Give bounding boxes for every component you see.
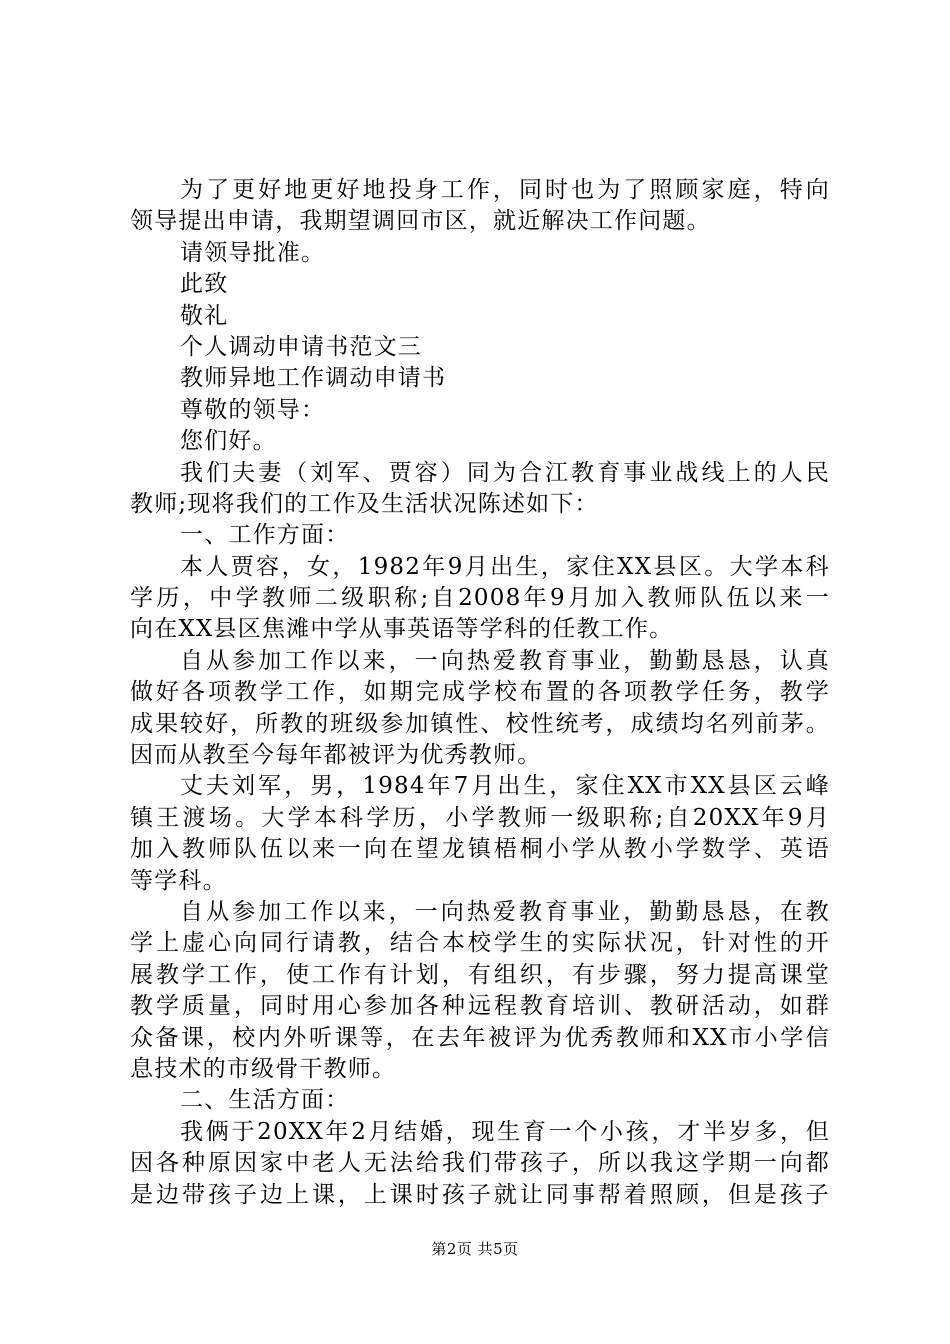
text-line: 因各种原因家中老人无法给我们带孩子，所以我这学期一向都 — [130, 1150, 830, 1177]
text-line: 镇王渡场。大学本科学历，小学教师一级职称;自20XX年9月 — [130, 804, 830, 831]
text-line: 一、工作方面： — [180, 522, 350, 549]
text-line: 学历，中学教师二级职称;自2008年9月加入教师队伍以来一 — [130, 585, 830, 612]
document-body — [130, 175, 830, 1211]
text-line: 教学质量，同时用心参加各种远程教育培训、教研活动，如群 — [130, 993, 830, 1020]
text-line: 尊敬的领导： — [180, 396, 326, 423]
text-line: 教师异地工作调动申请书 — [180, 365, 447, 392]
text-line: 此致 — [180, 271, 229, 298]
text-line: 等学科。 — [130, 867, 227, 894]
text-line: 成果较好，所教的班级参加镇性、校性统考，成绩均名列前茅。 — [130, 710, 830, 737]
text-line: 教师;现将我们的工作及生活状况陈述如下： — [130, 490, 599, 517]
text-line: 敬礼 — [180, 302, 229, 329]
text-line: 个人调动申请书范文三 — [180, 333, 422, 360]
text-line: 二、生活方面： — [180, 1087, 350, 1114]
text-line: 请领导批准。 — [180, 239, 326, 266]
text-line: 加入教师队伍以来一向在望龙镇梧桐小学从教小学数学、英语 — [130, 836, 830, 863]
text-line: 丈夫刘军，男，1984年7月出生，家住XX市XX县区云峰 — [180, 773, 830, 800]
text-line: 学上虚心向同行请教，结合本校学生的实际状况，针对性的开 — [130, 930, 830, 957]
text-line: 自从参加工作以来，一向热爱教育事业，勤勤恳恳，在教 — [180, 898, 830, 925]
text-line: 我们夫妻（刘军、贾容）同为合江教育事业战线上的人民 — [180, 459, 830, 486]
text-line: 做好各项教学工作，如期完成学校布置的各项教学任务，教学 — [130, 679, 830, 706]
text-line: 息技术的市级骨干教师。 — [130, 1055, 397, 1082]
text-line: 向在XX县区焦滩中学从事英语等学科的任教工作。 — [130, 616, 674, 643]
text-line: 自从参加工作以来，一向热爱教育事业，勤勤恳恳，认真 — [180, 647, 830, 674]
text-line: 众备课，校内外听课等，在去年被评为优秀教师和XX市小学信 — [130, 1024, 830, 1051]
page-footer: 第2页 共5页 — [431, 1240, 519, 1258]
text-line: 因而从教至今每年都被评为优秀教师。 — [130, 742, 542, 769]
text-line: 您们好。 — [180, 428, 277, 455]
text-line: 我俩于20XX年2月结婚，现生育一个小孩，才半岁多，但 — [180, 1118, 830, 1145]
text-line: 是边带孩子边上课，上课时孩子就让同事帮着照顾，但是孩子 — [130, 1181, 830, 1208]
text-line: 展教学工作，使工作有计划，有组织，有步骤，努力提高课堂 — [130, 961, 830, 988]
text-line: 为了更好地更好地投身工作，同时也为了照顾家庭，特向 — [180, 177, 830, 203]
text-line: 领导提出申请，我期望调回市区，就近解决工作问题。 — [130, 208, 711, 235]
text-line: 本人贾容，女，1982年9月出生，家住XX县区。大学本科 — [180, 553, 830, 580]
